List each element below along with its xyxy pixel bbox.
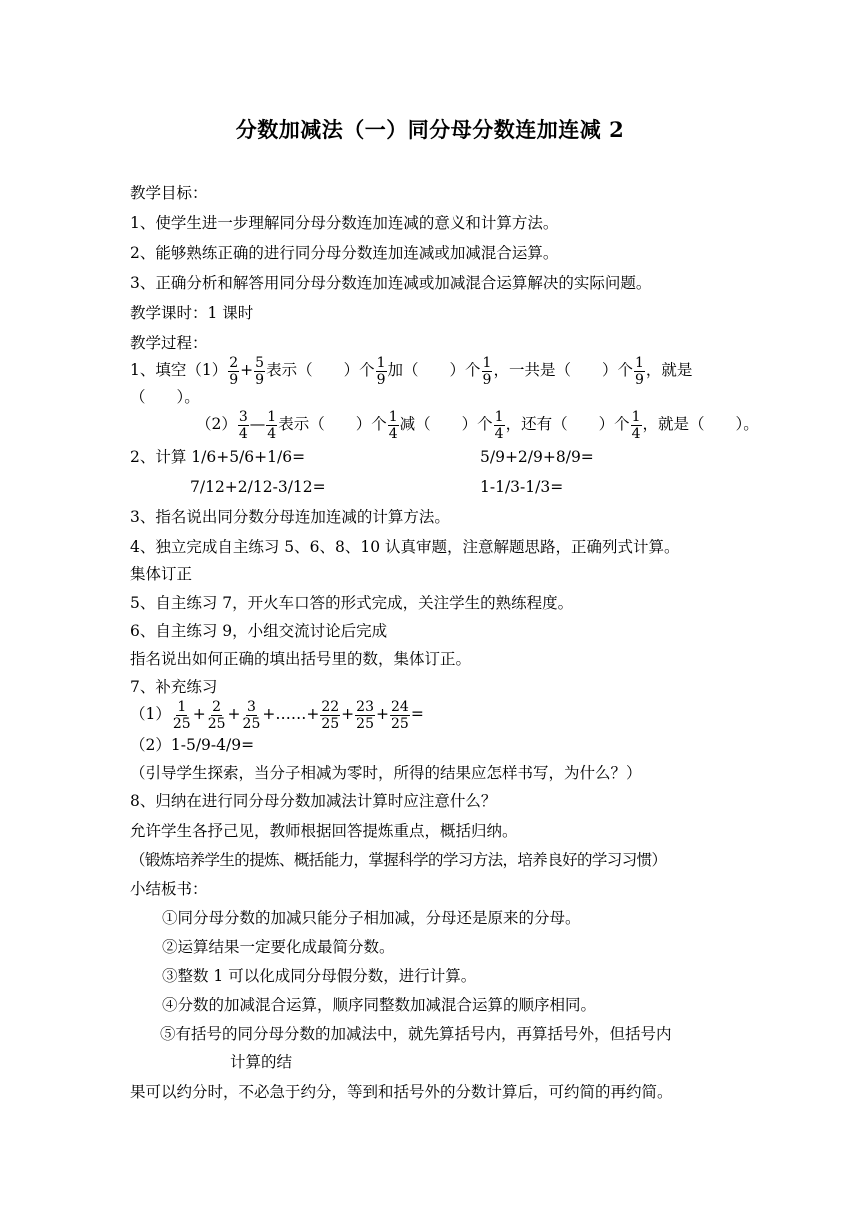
step-7: 7、补充练习 [130,678,218,696]
document-title: 分数加减法（一）同分母分数连加连减 2 [235,117,625,142]
fraction: $\frac{2}{9}$ [229,354,239,388]
fill2-text: 表示（ ）个 [278,415,387,433]
step-8b: 允许学生各抒己见，教师根据回答提炼重点，概括归纳。 [130,822,518,840]
plus-sign: + [376,705,389,723]
fraction: $\frac{5}{9}$ [255,354,265,388]
summary-item-4: ④分数的加减混合运算，顺序同整数加减混合运算的顺序相同。 [162,996,597,1014]
fraction: $\frac{1}{9}$ [482,354,492,388]
calc-line-1: 2、计算 1/6+5/6+1/6= [130,448,306,466]
fraction: $\frac{2}{25}$ [207,698,226,732]
summary-item-5-wrap: 计算的结 [230,1053,293,1071]
calc-line-2-right: 1-1/3-1/3= [480,478,564,496]
plus-sign: + [227,705,241,723]
fill2-text: ，就是（ ）。 [642,415,759,433]
goal-3: 3、正确分析和解答用同分母分数连加连减或加减混合运算解决的实际问题。 [130,274,652,292]
step-8c: （锻炼培养学生的提炼、概括能力，掌握科学的学习方法，培养良好的学习习惯） [130,851,667,869]
minus-sign: — [249,415,266,433]
fill1-text: ，一共是（ ）个 [493,361,633,379]
goal-1: 1、使学生进一步理解同分母分数连加连减的意义和计算方法。 [130,214,559,232]
step-4: 4、独立完成自主练习 5、6、8、10 认真审题，注意解题思路，正确列式计算。 [130,538,680,556]
fill-blank-1 [130,352,692,388]
fraction: $\frac{1}{25}$ [172,698,191,732]
fill2-text: ，还有（ ）个 [505,415,630,433]
lesson-time: 教学课时：1 课时 [130,304,254,322]
exercise-2: （2）1-5/9-4/9= [130,736,255,754]
fill-blank-1-cont: （ ）。 [130,388,200,406]
step-5: 5、自主练习 7，开火车口答的形式完成，关注学生的熟练程度。 [130,594,574,612]
goal-2: 2、能够熟练正确的进行同分母分数连加连减或加减混合运算。 [130,244,559,262]
fraction: $\frac{1}{9}$ [376,354,386,388]
summary-heading: 小结板书： [130,880,208,898]
fraction: $\frac{1}{4}$ [267,408,277,442]
summary-item-1: ①同分母分数的加减只能分子相加减，分母还是原来的分母。 [162,909,581,927]
fraction: $\frac{1}{4}$ [494,408,504,442]
goal-heading: 教学目标： [130,184,208,202]
fraction: $\frac{23}{25}$ [356,698,374,732]
equals-sign: = [410,705,424,723]
ellipsis-sum: +……+ [262,705,320,723]
plus-sign: + [341,705,355,723]
calc-line-2: 7/12+2/12-3/12= [190,478,326,496]
summary-item-5-tail: 果可以约分时，不必急于约分，等到和括号外的分数计算后，可约简的再约简。 [130,1083,673,1101]
process-heading: 教学过程： [130,334,208,352]
step-4b: 集体订正 [130,565,193,583]
fraction: $\frac{24}{25}$ [391,698,409,732]
fraction: $\frac{22}{25}$ [321,698,340,732]
fill2-lead: （2） [196,415,237,433]
step-6b: 指名说出如何正确的填出括号里的数，集体订正。 [130,650,472,668]
summary-item-3: ③整数 1 可以化成同分母假分数，进行计算。 [162,967,477,985]
fill1-text: 表示（ ）个 [266,361,375,379]
plus-sign: + [240,361,254,379]
ex1-lead: （1） [130,705,171,723]
step-6: 6、自主练习 9，小组交流讨论后完成 [130,622,388,640]
summary-item-5: ⑤有括号的同分母分数的加减法中，就先算括号内，再算括号外，但括号内 [160,1025,672,1043]
fill1-text: 加（ ）个 [387,361,481,379]
fraction: $\frac{3}{25}$ [242,698,261,732]
fraction: $\frac{1}{4}$ [388,408,398,442]
step-3: 3、指名说出同分数分母连加连减的计算方法。 [130,508,450,526]
exercise-1 [130,694,424,734]
calc-line-1-right: 5/9+2/9+8/9= [480,448,594,466]
fill1-lead: 1、填空（1） [130,361,228,379]
fraction: $\frac{1}{9}$ [634,354,644,388]
fraction: $\frac{1}{4}$ [631,408,641,442]
fill2-text: 减（ ）个 [399,415,493,433]
summary-item-2: ②运算结果一定要化成最简分数。 [162,938,395,956]
step-8: 8、归纳在进行同分母分数加减法计算时应注意什么？ [130,792,497,810]
guide-note: （引导学生探索，当分子相减为零时，所得的结果应怎样书写，为什么？） [130,764,642,782]
fill-blank-2 [196,406,759,442]
fill1-text: ，就是 [645,361,693,379]
fraction: $\frac{3}{4}$ [238,408,248,442]
plus-sign: + [192,705,206,723]
